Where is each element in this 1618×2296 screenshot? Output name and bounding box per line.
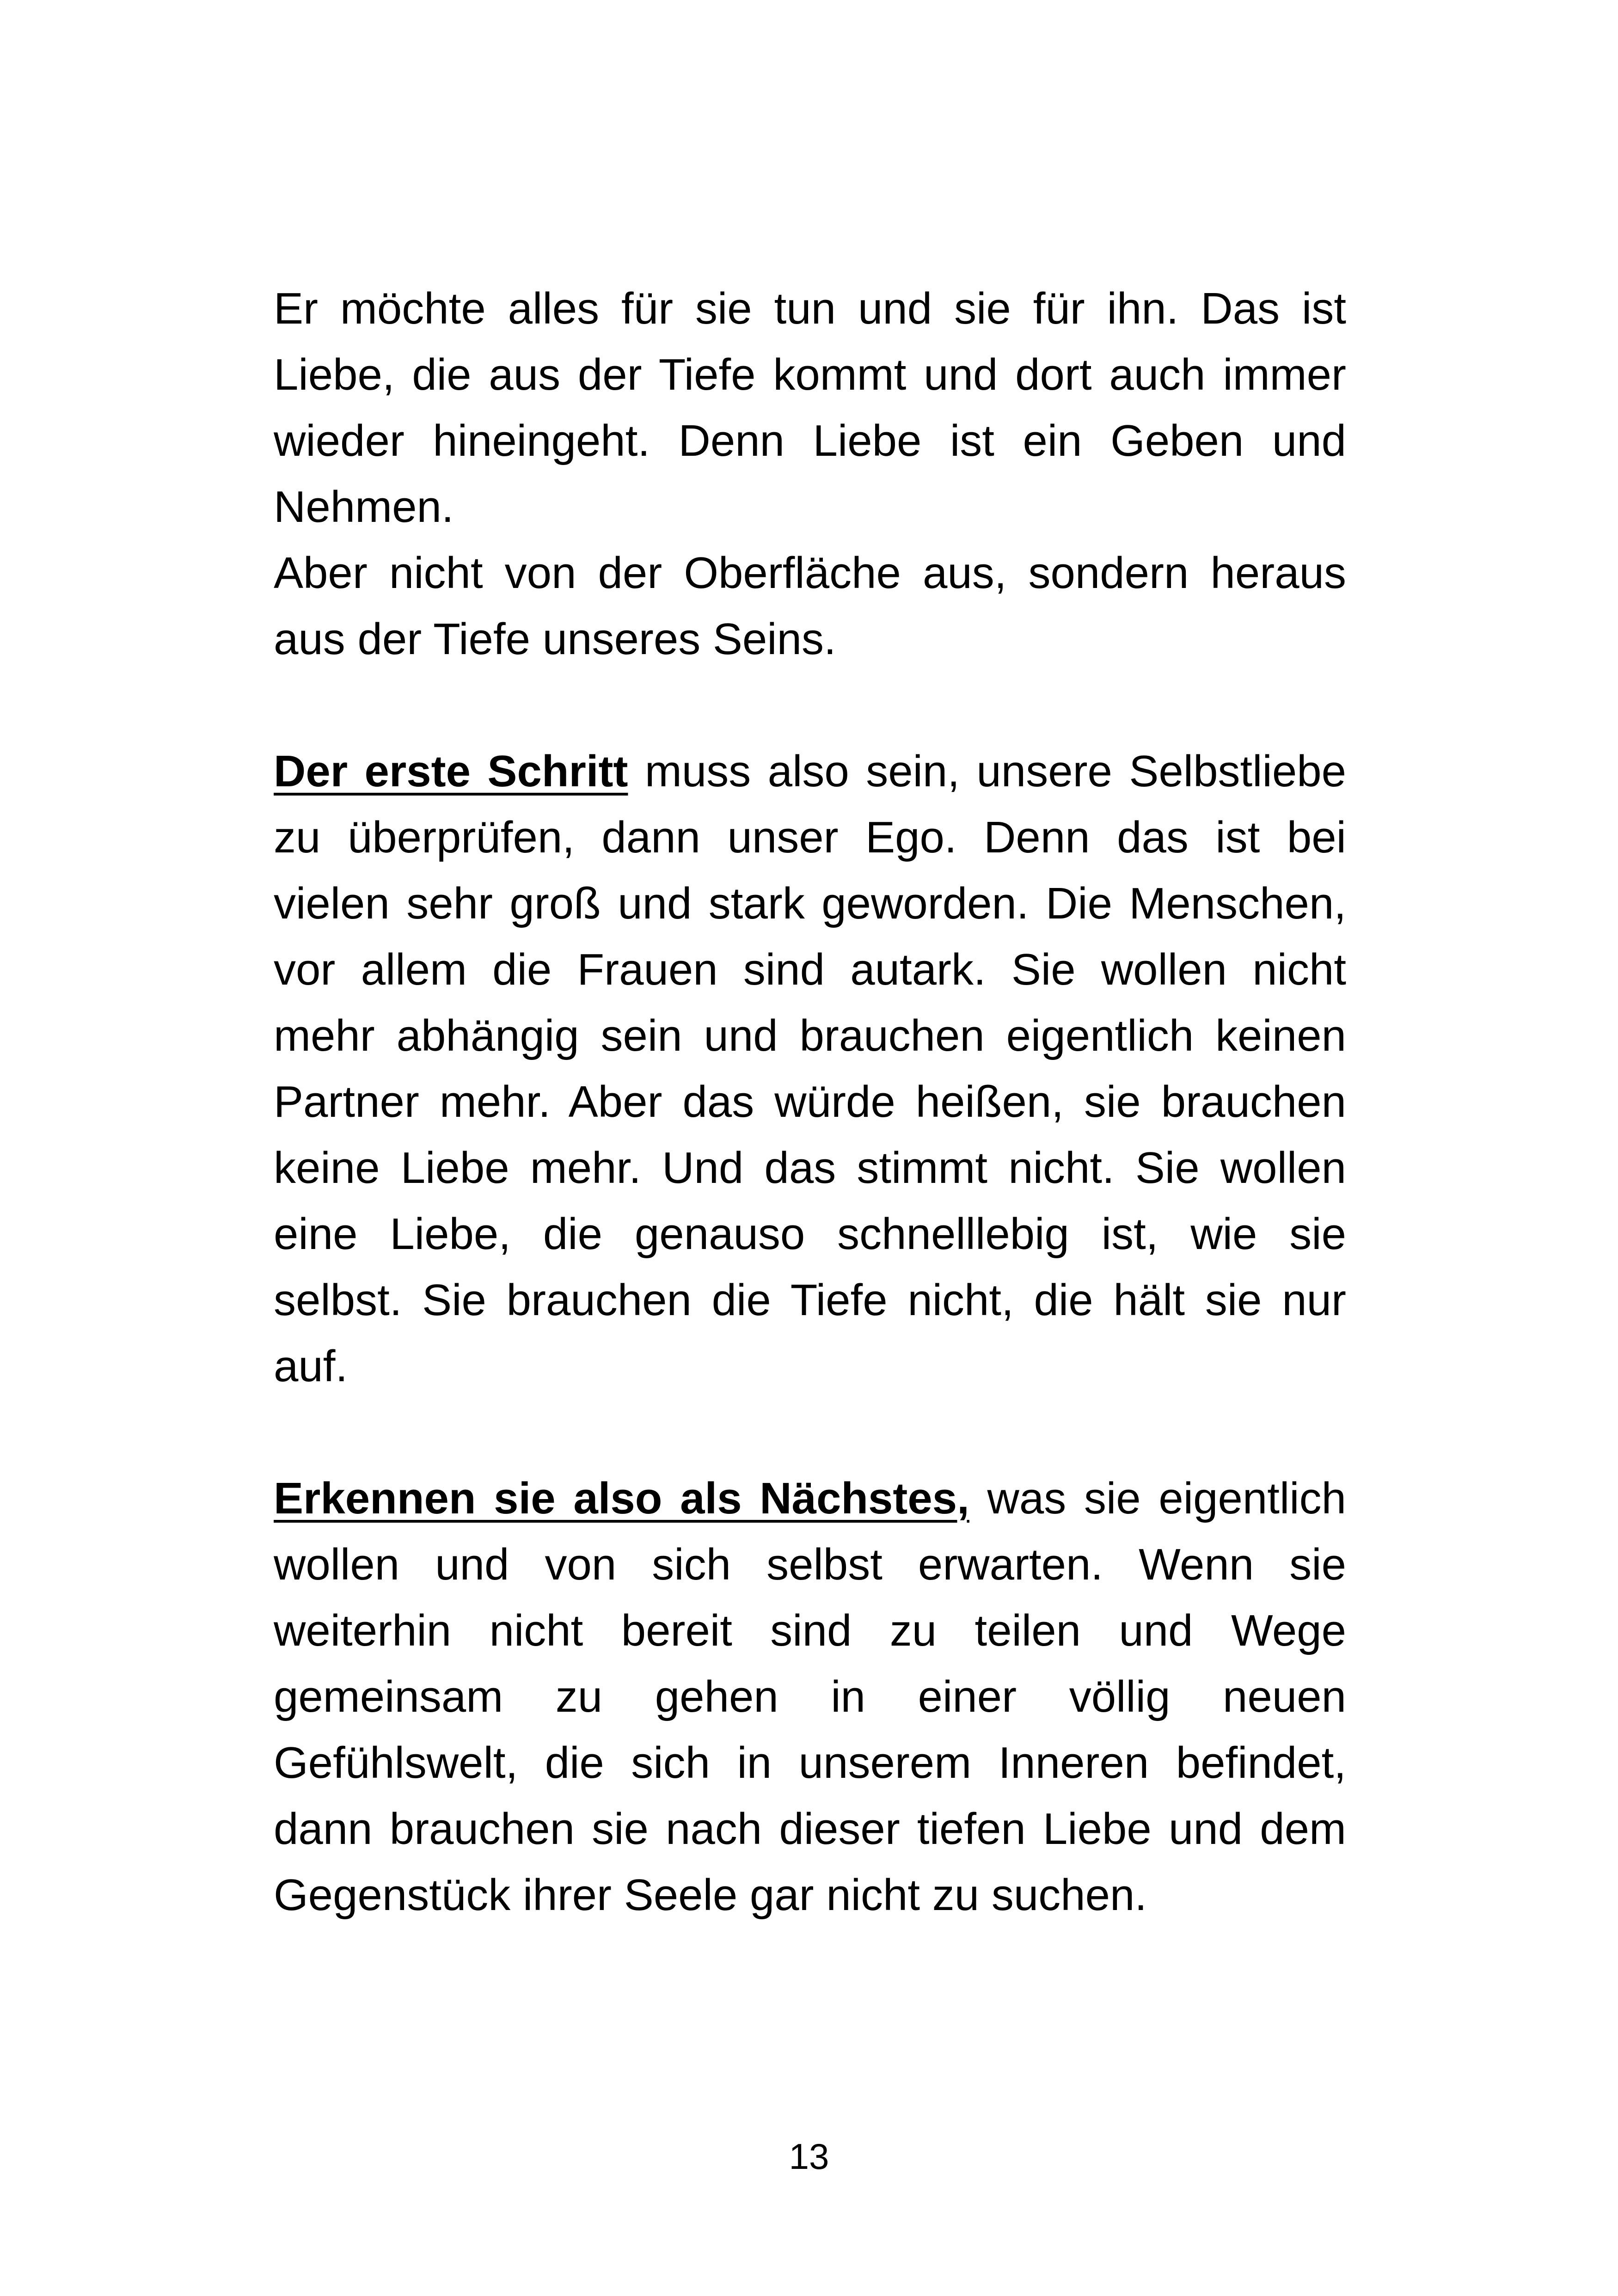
paragraph-gap: [274, 672, 1346, 738]
paragraph-4-text: was sie eigentlich wollen und von sich selbst erwarten. Wenn sie weiterhin nicht bereit sind zu teilen und Wege gemeinsam zu gehen in einer völlig neuen Gefühlswelt, die sich in unserem Inneren befindet, dann brauchen sie nach dieser tiefen Liebe und dem Gegenstück ihrer Seele gar nicht zu suchen.: [274, 1474, 1347, 1920]
paragraph-4-lead: Erkennen sie also als Nächstes,: [274, 1474, 969, 1523]
paragraph-3-lead: Der erste Schritt: [274, 747, 628, 796]
paragraph-3: [274, 738, 1346, 1399]
body-text: [274, 276, 1346, 1928]
paragraph-4: [274, 1465, 1346, 1928]
paragraph-1: Er möchte alles für sie tun und sie für ihn. Das ist Liebe, die aus der Tiefe kommt und dort auch immer wieder hineingeht. Denn Liebe ist ein Geben und Nehmen.: [274, 284, 1346, 532]
paragraph-3-text: muss also sein, unsere Selbstliebe zu überprüfen, dann unser Ego. Denn das ist bei vielen sehr groß und stark geworden. Die Menschen, vor allem die Frauen sind autark. Sie wollen nicht mehr abhängig sein und brauchen eigentlich keinen Partner mehr. Aber das würde heißen, sie brauchen keine Liebe mehr. Und das stimmt nicht. Sie wollen eine Liebe, die genauso schnelllebig ist, wie sie selbst. Sie brauchen die Tiefe nicht, die hält sie nur auf.: [274, 747, 1347, 1391]
page-number: 13: [789, 2136, 829, 2177]
paragraph-gap: [274, 1399, 1346, 1465]
paragraph-2: Aber nicht von der Oberfläche aus, sondern heraus aus der Tiefe unseres Seins.: [274, 548, 1346, 664]
